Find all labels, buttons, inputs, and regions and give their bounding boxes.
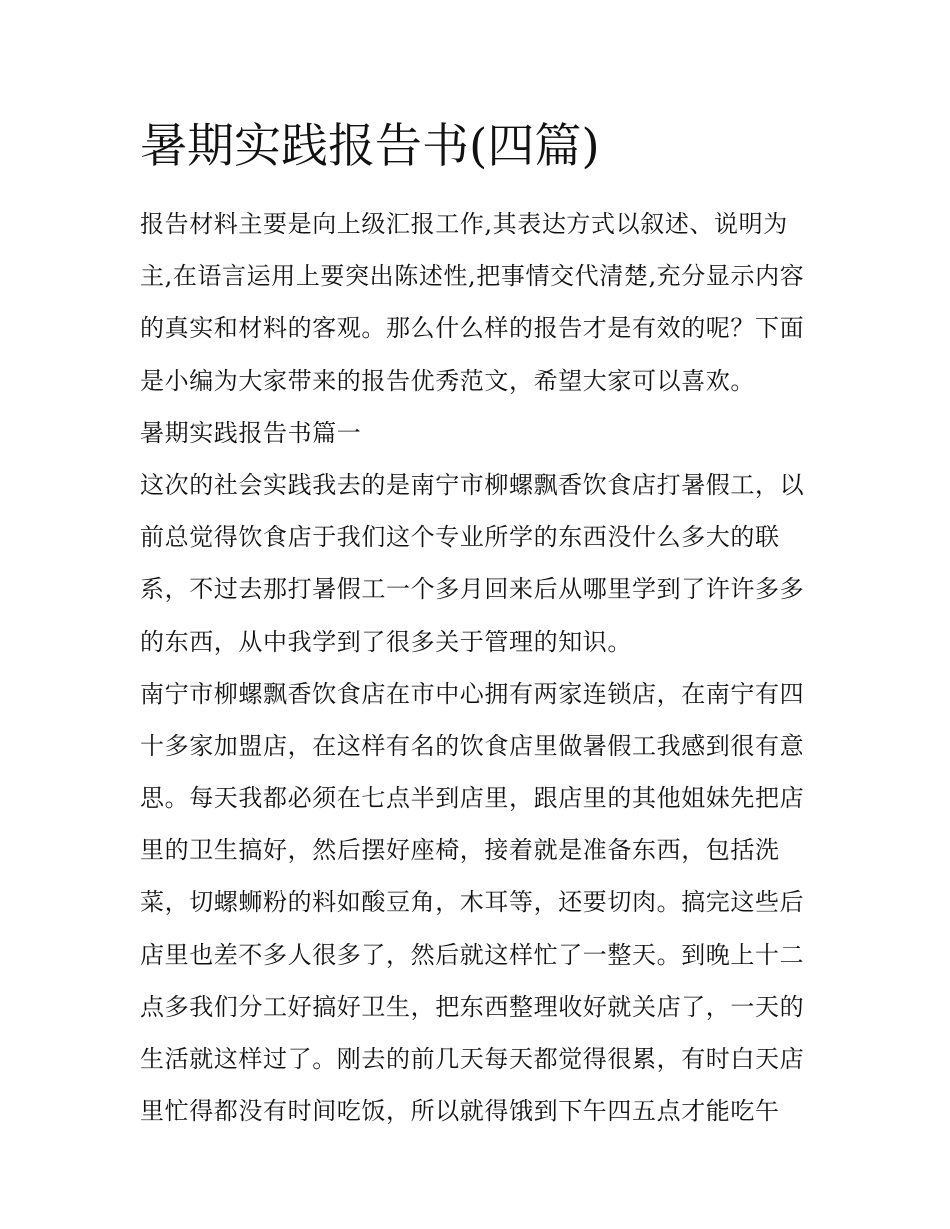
text-line: 思。每天我都必须在七点半到店里，跟店里的其他姐妹先把店	[140, 784, 805, 813]
section-heading: 暑期实践报告书篇一	[140, 418, 362, 447]
text-line: 报告材料主要是向上级汇报工作,其表达方式以叙述、说明为	[140, 210, 788, 238]
document-body	[140, 198, 820, 1137]
text-line: 前总觉得饮食店于我们这个专业所学的东西没什么多大的联	[140, 523, 780, 552]
text-line: 菜，切螺蛳粉的料如酸豆角，木耳等，还要切肉。搞完这些后	[140, 888, 805, 917]
text-line: 南宁市柳螺飘香饮食店在市中心拥有两家连锁店，在南宁有四	[140, 679, 805, 708]
text-line: 十多家加盟店，在这样有名的饮食店里做暑假工我感到很有意	[140, 731, 805, 760]
text-line: 的东西，从中我学到了很多关于管理的知识。	[140, 627, 632, 656]
text-line: 主,在语言运用上要突出陈述性,把事情交代清楚,充分显示内容	[140, 262, 805, 291]
text-line: 点多我们分工好搞好卫生，把东西整理收好就关店了，一天的	[140, 992, 805, 1021]
text-line: 的真实和材料的客观。那么什么样的报告才是有效的呢？下面	[140, 314, 805, 343]
text-line: 里的卫生搞好，然后摆好座椅，接着就是准备东西，包括洗	[140, 836, 780, 865]
page-title: 暑期实践报告书(四篇)	[140, 119, 600, 174]
text-line: 店里也差不多人很多了，然后就这样忙了一整天。到晚上十二	[140, 940, 805, 969]
text-line: 是小编为大家带来的报告优秀范文，希望大家可以喜欢。	[140, 366, 755, 395]
text-line: 系，不过去那打暑假工一个多月回来后从哪里学到了许许多多	[140, 575, 805, 604]
text-line: 里忙得都没有时间吃饭，所以就得饿到下午四五点才能吃午	[140, 1097, 780, 1126]
text-line: 这次的社会实践我去的是南宁市柳螺飘香饮食店打暑假工，以	[140, 470, 805, 499]
text-line: 生活就这样过了。刚去的前几天每天都觉得很累，有时白天店	[140, 1045, 805, 1073]
